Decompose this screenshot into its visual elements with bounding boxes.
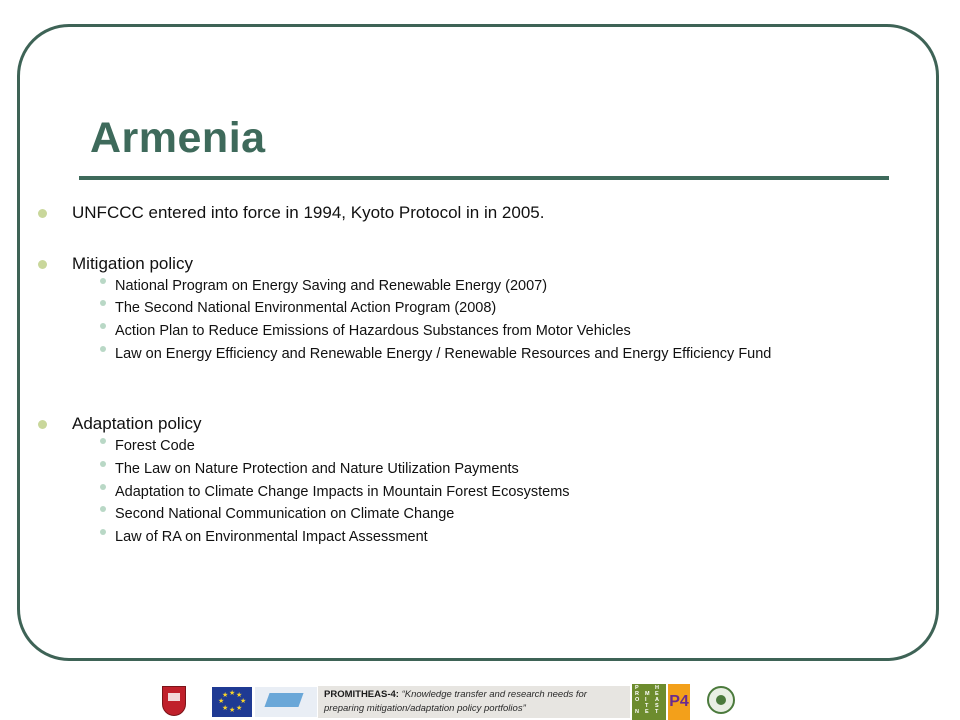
grid-letter: A: [655, 697, 659, 703]
promitheas-banner: [318, 686, 630, 718]
bullet-text: Adaptation policy: [72, 414, 202, 433]
bullet-text: UNFCCC entered into force in 1994, Kyoto Protocol in in 2005.: [72, 203, 545, 222]
p4-logo: P4: [668, 684, 690, 720]
sub-bullet-dot-icon: [100, 461, 106, 467]
sub-bullet-dot-icon: [100, 484, 106, 490]
sub-bullet-text: The Second National Environmental Action Program (2008): [115, 300, 497, 316]
sub-bullet: [115, 297, 915, 319]
sub-bullet-dot-icon: [100, 278, 106, 284]
title-underline: [79, 176, 889, 180]
banner-line-2: preparing mitigation/adaptation policy portfolios”: [324, 703, 526, 714]
footer-logo-strip: [0, 678, 960, 720]
banner-line-1: [324, 689, 587, 700]
sub-bullet-text: Action Plan to Reduce Emissions of Hazardous Substances from Motor Vehicles: [115, 323, 631, 339]
grid-letter: I: [645, 697, 647, 703]
fp7-logo-icon: [255, 687, 317, 717]
sub-bullet-dot-icon: [100, 346, 106, 352]
sub-bullet-text: Adaptation to Climate Change Impacts in Mountain Forest Ecosystems: [115, 484, 570, 500]
sub-bullet: [115, 526, 915, 548]
grid-letter: R: [635, 691, 639, 697]
bullet-dot-icon: [38, 420, 47, 429]
bullet-adaptation-policy: [72, 414, 201, 434]
bullet-dot-icon: [38, 260, 47, 269]
grid-letter: H: [655, 685, 659, 691]
grid-letter: E: [645, 709, 649, 715]
banner-subtitle-1: “Knowledge transfer and research needs for: [401, 689, 587, 700]
sub-bullet: [115, 320, 915, 342]
sub-bullet: [115, 481, 915, 503]
sub-bullet-dot-icon: [100, 506, 106, 512]
sub-bullet: [115, 458, 915, 480]
bullet-unfccc: [72, 203, 544, 223]
sub-bullet-dot-icon: [100, 438, 106, 444]
grid-letter: E: [655, 691, 659, 697]
banner-title: PROMITHEAS-4:: [324, 689, 399, 700]
sub-bullet-text: The Law on Nature Protection and Nature Utilization Payments: [115, 461, 519, 477]
sub-bullet-text: Law of RA on Environmental Impact Assessment: [115, 529, 428, 545]
grid-letter: T: [645, 703, 649, 709]
slide-title: Armenia: [90, 114, 266, 162]
university-crest-icon: [162, 686, 186, 716]
sub-bullet-text: Second National Communication on Climate Change: [115, 506, 455, 522]
grid-letter: T: [655, 709, 659, 715]
sub-bullet: [115, 275, 915, 297]
bullet-dot-icon: [38, 209, 47, 218]
sub-bullet: [115, 435, 915, 457]
prometheas-net-grid-logo: [632, 684, 666, 720]
grid-letter: O: [635, 697, 640, 703]
sub-bullet-dot-icon: [100, 529, 106, 535]
bullet-mitigation-policy: [72, 254, 193, 274]
grid-letter: M: [645, 691, 650, 697]
sub-bullet: [115, 343, 915, 365]
round-seal-icon: [707, 686, 735, 714]
sub-bullet: [115, 503, 915, 525]
grid-letter: S: [655, 703, 659, 709]
sub-bullet-dot-icon: [100, 323, 106, 329]
sub-bullet-text: Law on Energy Efficiency and Renewable Energy / Renewable Resources and Energy Efficiency Fund: [115, 346, 772, 362]
grid-letter: N: [635, 709, 639, 715]
eu-flag-icon: ★ ★ ★ ★ ★ ★ ★ ★: [212, 687, 252, 717]
sub-bullet-text: Forest Code: [115, 438, 195, 454]
bullet-text: Mitigation policy: [72, 254, 193, 273]
grid-letter: P: [635, 685, 639, 691]
sub-bullet-dot-icon: [100, 300, 106, 306]
sub-bullet-text: National Program on Energy Saving and Renewable Energy (2007): [115, 278, 548, 294]
